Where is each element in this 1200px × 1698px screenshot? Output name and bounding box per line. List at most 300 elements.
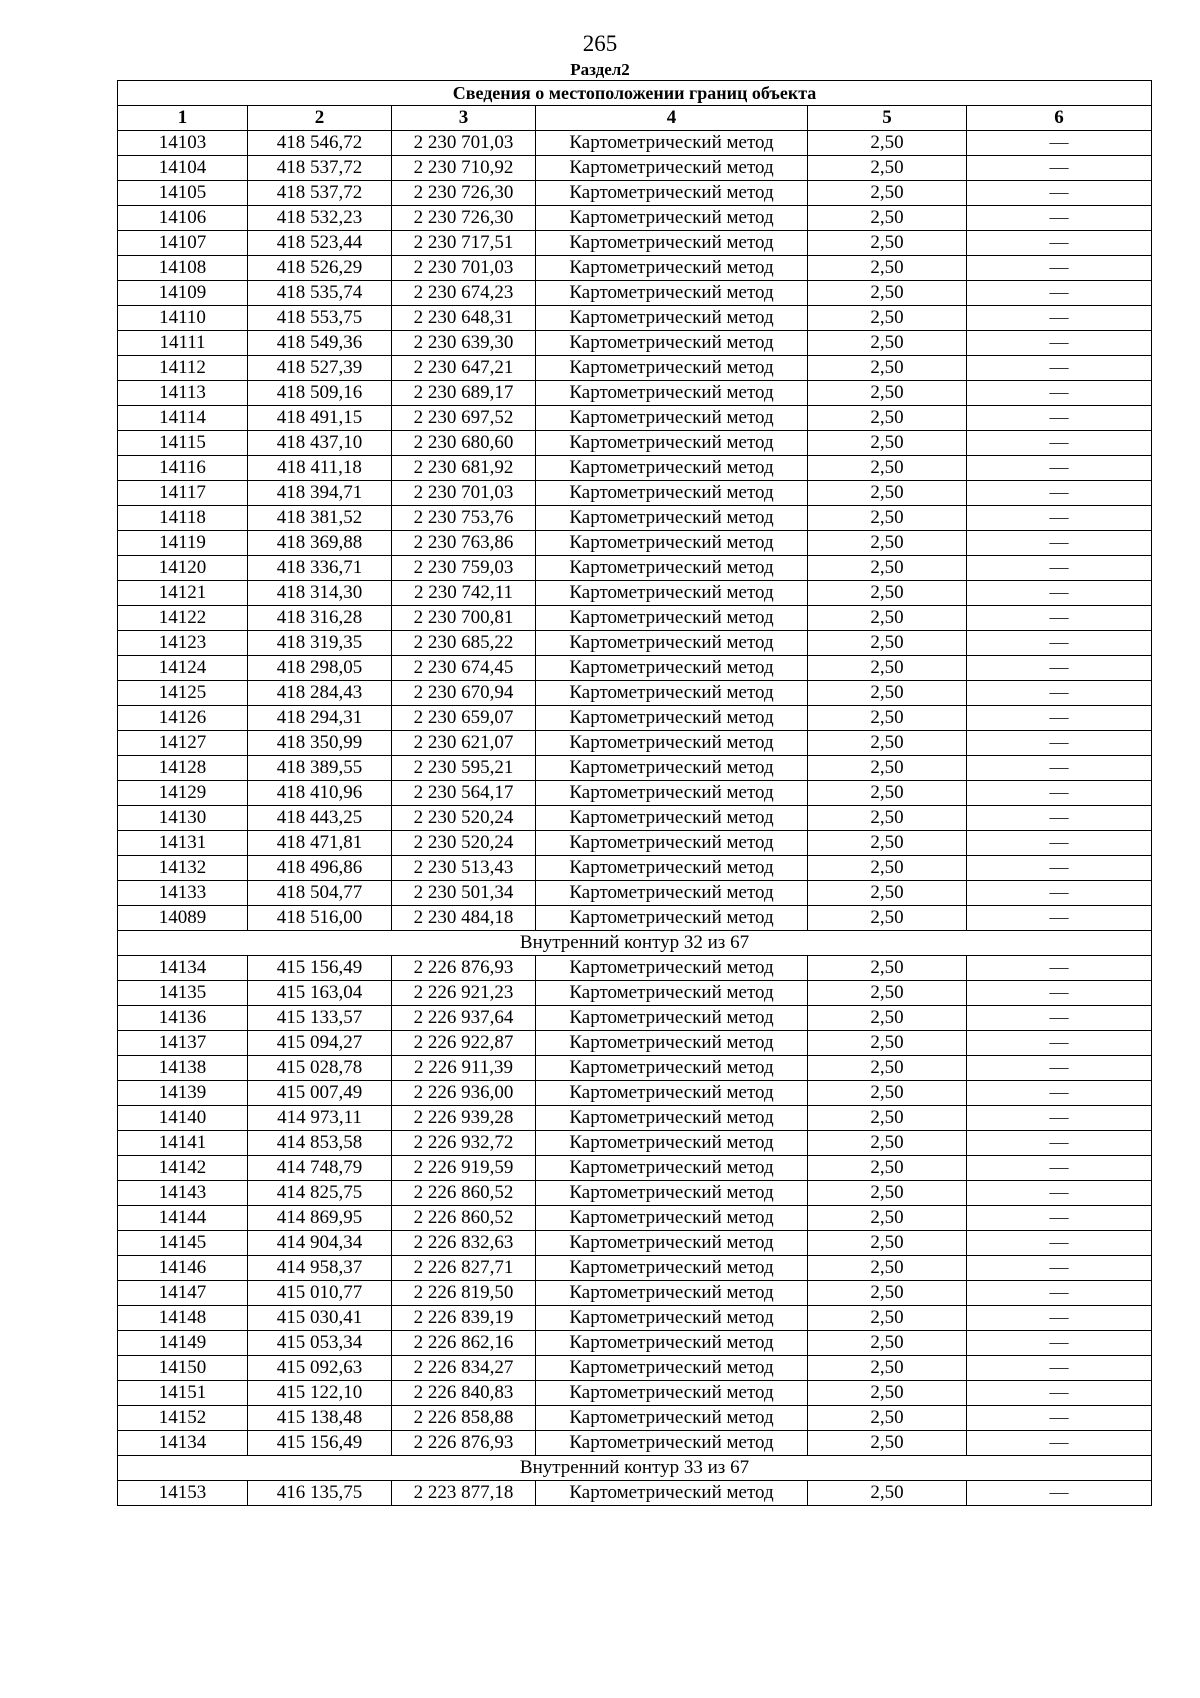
description-cell: — xyxy=(967,556,1152,581)
accuracy-cell: 2,50 xyxy=(808,306,967,331)
y-coordinate-cell: 2 226 919,59 xyxy=(392,1156,536,1181)
method-cell: Картометрический метод xyxy=(536,206,808,231)
method-cell: Картометрический метод xyxy=(536,881,808,906)
y-coordinate-cell: 2 230 697,52 xyxy=(392,406,536,431)
table-row xyxy=(118,606,1152,631)
method-cell: Картометрический метод xyxy=(536,381,808,406)
description-cell: — xyxy=(967,181,1152,206)
point-number-cell: 14133 xyxy=(118,881,248,906)
point-number-cell: 14108 xyxy=(118,256,248,281)
column-header-row xyxy=(118,106,1152,131)
description-cell: — xyxy=(967,381,1152,406)
method-cell: Картометрический метод xyxy=(536,1156,808,1181)
accuracy-cell: 2,50 xyxy=(808,981,967,1006)
accuracy-cell: 2,50 xyxy=(808,331,967,356)
x-coordinate-cell: 418 443,25 xyxy=(248,806,392,831)
point-number-cell: 14109 xyxy=(118,281,248,306)
point-number-cell: 14125 xyxy=(118,681,248,706)
table-row xyxy=(118,181,1152,206)
x-coordinate-cell: 418 394,71 xyxy=(248,481,392,506)
point-number-cell: 14148 xyxy=(118,1306,248,1331)
y-coordinate-cell: 2 226 860,52 xyxy=(392,1206,536,1231)
table-row xyxy=(118,981,1152,1006)
accuracy-cell: 2,50 xyxy=(808,131,967,156)
y-coordinate-cell: 2 230 701,03 xyxy=(392,481,536,506)
point-number-cell: 14126 xyxy=(118,706,248,731)
point-number-cell: 14121 xyxy=(118,581,248,606)
accuracy-cell: 2,50 xyxy=(808,1381,967,1406)
method-cell: Картометрический метод xyxy=(536,156,808,181)
point-number-cell: 14130 xyxy=(118,806,248,831)
point-number-cell: 14117 xyxy=(118,481,248,506)
x-coordinate-cell: 415 028,78 xyxy=(248,1056,392,1081)
table-row xyxy=(118,231,1152,256)
accuracy-cell: 2,50 xyxy=(808,1256,967,1281)
point-number-cell: 14135 xyxy=(118,981,248,1006)
table-row xyxy=(118,1131,1152,1156)
table-row xyxy=(118,1031,1152,1056)
accuracy-cell: 2,50 xyxy=(808,1406,967,1431)
accuracy-cell: 2,50 xyxy=(808,956,967,981)
method-cell: Картометрический метод xyxy=(536,231,808,256)
description-cell: — xyxy=(967,1256,1152,1281)
table-row xyxy=(118,1181,1152,1206)
point-number-cell: 14105 xyxy=(118,181,248,206)
table-row xyxy=(118,1256,1152,1281)
x-coordinate-cell: 414 973,11 xyxy=(248,1106,392,1131)
x-coordinate-cell: 418 553,75 xyxy=(248,306,392,331)
method-cell: Картометрический метод xyxy=(536,1256,808,1281)
table-row xyxy=(118,831,1152,856)
x-coordinate-cell: 418 527,39 xyxy=(248,356,392,381)
point-number-cell: 14113 xyxy=(118,381,248,406)
description-cell: — xyxy=(967,606,1152,631)
method-cell: Картометрический метод xyxy=(536,1406,808,1431)
accuracy-cell: 2,50 xyxy=(808,1081,967,1106)
method-cell: Картометрический метод xyxy=(536,956,808,981)
y-coordinate-cell: 2 226 921,23 xyxy=(392,981,536,1006)
table-row xyxy=(118,356,1152,381)
x-coordinate-cell: 418 369,88 xyxy=(248,531,392,556)
table-row xyxy=(118,1381,1152,1406)
description-cell: — xyxy=(967,1006,1152,1031)
y-coordinate-cell: 2 230 726,30 xyxy=(392,206,536,231)
description-cell: — xyxy=(967,1031,1152,1056)
accuracy-cell: 2,50 xyxy=(808,1106,967,1131)
section-title: Раздел2 xyxy=(570,60,630,79)
table-title-row xyxy=(118,81,1152,106)
table-row xyxy=(118,256,1152,281)
table-row xyxy=(118,431,1152,456)
table-row xyxy=(118,1406,1152,1431)
method-cell: Картометрический метод xyxy=(536,606,808,631)
x-coordinate-cell: 418 537,72 xyxy=(248,156,392,181)
y-coordinate-cell: 2 230 753,76 xyxy=(392,506,536,531)
table-row xyxy=(118,1056,1152,1081)
point-number-cell: 14111 xyxy=(118,331,248,356)
method-cell: Картометрический метод xyxy=(536,531,808,556)
method-cell: Картометрический метод xyxy=(536,481,808,506)
description-cell: — xyxy=(967,981,1152,1006)
method-cell: Картометрический метод xyxy=(536,431,808,456)
y-coordinate-cell: 2 230 564,17 xyxy=(392,781,536,806)
description-cell: — xyxy=(967,281,1152,306)
y-coordinate-cell: 2 226 937,64 xyxy=(392,1006,536,1031)
x-coordinate-cell: 415 156,49 xyxy=(248,956,392,981)
y-coordinate-cell: 2 226 932,72 xyxy=(392,1131,536,1156)
x-coordinate-cell: 418 411,18 xyxy=(248,456,392,481)
table-row xyxy=(118,1306,1152,1331)
table-row xyxy=(118,556,1152,581)
accuracy-cell: 2,50 xyxy=(808,406,967,431)
x-coordinate-cell: 415 053,34 xyxy=(248,1331,392,1356)
table-row xyxy=(118,1331,1152,1356)
table-row xyxy=(118,506,1152,531)
y-coordinate-cell: 2 226 876,93 xyxy=(392,1431,536,1456)
accuracy-cell: 2,50 xyxy=(808,1306,967,1331)
accuracy-cell: 2,50 xyxy=(808,531,967,556)
y-coordinate-cell: 2 226 876,93 xyxy=(392,956,536,981)
table-row xyxy=(118,806,1152,831)
point-number-cell: 14127 xyxy=(118,731,248,756)
table-row xyxy=(118,281,1152,306)
accuracy-cell: 2,50 xyxy=(808,381,967,406)
y-coordinate-cell: 2 230 685,22 xyxy=(392,631,536,656)
point-number-cell: 14128 xyxy=(118,756,248,781)
y-coordinate-cell: 2 230 621,07 xyxy=(392,731,536,756)
method-cell: Картометрический метод xyxy=(536,781,808,806)
description-cell: — xyxy=(967,1481,1152,1506)
description-cell: — xyxy=(967,806,1152,831)
point-number-cell: 14103 xyxy=(118,131,248,156)
table-row xyxy=(118,656,1152,681)
y-coordinate-cell: 2 230 484,18 xyxy=(392,906,536,931)
accuracy-cell: 2,50 xyxy=(808,1206,967,1231)
description-cell: — xyxy=(967,1331,1152,1356)
table-body xyxy=(118,131,1152,1506)
table-row xyxy=(118,1206,1152,1231)
method-cell: Картометрический метод xyxy=(536,656,808,681)
point-number-cell: 14139 xyxy=(118,1081,248,1106)
accuracy-cell: 2,50 xyxy=(808,1006,967,1031)
x-coordinate-cell: 415 133,57 xyxy=(248,1006,392,1031)
y-coordinate-cell: 2 230 681,92 xyxy=(392,456,536,481)
accuracy-cell: 2,50 xyxy=(808,506,967,531)
x-coordinate-cell: 418 509,16 xyxy=(248,381,392,406)
description-cell: — xyxy=(967,756,1152,781)
x-coordinate-cell: 414 869,95 xyxy=(248,1206,392,1231)
accuracy-cell: 2,50 xyxy=(808,581,967,606)
y-coordinate-cell: 2 230 647,21 xyxy=(392,356,536,381)
table-row xyxy=(118,1431,1152,1456)
x-coordinate-cell: 418 471,81 xyxy=(248,831,392,856)
x-coordinate-cell: 418 319,35 xyxy=(248,631,392,656)
table-row xyxy=(118,1106,1152,1131)
method-cell: Картометрический метод xyxy=(536,756,808,781)
description-cell: — xyxy=(967,481,1152,506)
method-cell: Картометрический метод xyxy=(536,406,808,431)
x-coordinate-cell: 418 546,72 xyxy=(248,131,392,156)
point-number-cell: 14119 xyxy=(118,531,248,556)
description-cell: — xyxy=(967,631,1152,656)
description-cell: — xyxy=(967,306,1152,331)
accuracy-cell: 2,50 xyxy=(808,656,967,681)
description-cell: — xyxy=(967,456,1152,481)
accuracy-cell: 2,50 xyxy=(808,1056,967,1081)
method-cell: Картометрический метод xyxy=(536,1056,808,1081)
point-number-cell: 14152 xyxy=(118,1406,248,1431)
x-coordinate-cell: 418 496,86 xyxy=(248,856,392,881)
point-number-cell: 14116 xyxy=(118,456,248,481)
contour-row xyxy=(118,931,1152,956)
y-coordinate-cell: 2 230 639,30 xyxy=(392,331,536,356)
x-coordinate-cell: 418 516,00 xyxy=(248,906,392,931)
y-coordinate-cell: 2 226 936,00 xyxy=(392,1081,536,1106)
method-cell: Картометрический метод xyxy=(536,1231,808,1256)
accuracy-cell: 2,50 xyxy=(808,706,967,731)
column-header: 4 xyxy=(536,106,808,131)
x-coordinate-cell: 414 825,75 xyxy=(248,1181,392,1206)
x-coordinate-cell: 418 549,36 xyxy=(248,331,392,356)
column-header: 3 xyxy=(392,106,536,131)
table-row xyxy=(118,906,1152,931)
point-number-cell: 14118 xyxy=(118,506,248,531)
method-cell: Картометрический метод xyxy=(536,1331,808,1356)
column-header: 6 xyxy=(967,106,1152,131)
y-coordinate-cell: 2 230 520,24 xyxy=(392,831,536,856)
description-cell: — xyxy=(967,356,1152,381)
x-coordinate-cell: 418 437,10 xyxy=(248,431,392,456)
method-cell: Картометрический метод xyxy=(536,1381,808,1406)
y-coordinate-cell: 2 226 911,39 xyxy=(392,1056,536,1081)
method-cell: Картометрический метод xyxy=(536,681,808,706)
description-cell: — xyxy=(967,906,1152,931)
point-number-cell: 14122 xyxy=(118,606,248,631)
description-cell: — xyxy=(967,1056,1152,1081)
x-coordinate-cell: 418 314,30 xyxy=(248,581,392,606)
y-coordinate-cell: 2 226 858,88 xyxy=(392,1406,536,1431)
point-number-cell: 14106 xyxy=(118,206,248,231)
accuracy-cell: 2,50 xyxy=(808,731,967,756)
table-row xyxy=(118,1231,1152,1256)
x-coordinate-cell: 418 535,74 xyxy=(248,281,392,306)
table-row xyxy=(118,706,1152,731)
table-row xyxy=(118,1481,1152,1506)
method-cell: Картометрический метод xyxy=(536,506,808,531)
accuracy-cell: 2,50 xyxy=(808,356,967,381)
description-cell: — xyxy=(967,731,1152,756)
point-number-cell: 14138 xyxy=(118,1056,248,1081)
x-coordinate-cell: 414 958,37 xyxy=(248,1256,392,1281)
x-coordinate-cell: 418 350,99 xyxy=(248,731,392,756)
method-cell: Картометрический метод xyxy=(536,556,808,581)
accuracy-cell: 2,50 xyxy=(808,256,967,281)
column-header: 2 xyxy=(248,106,392,131)
table-row xyxy=(118,406,1152,431)
x-coordinate-cell: 418 526,29 xyxy=(248,256,392,281)
description-cell: — xyxy=(967,131,1152,156)
x-coordinate-cell: 415 122,10 xyxy=(248,1381,392,1406)
description-cell: — xyxy=(967,1356,1152,1381)
method-cell: Картометрический метод xyxy=(536,306,808,331)
x-coordinate-cell: 418 389,55 xyxy=(248,756,392,781)
x-coordinate-cell: 415 156,49 xyxy=(248,1431,392,1456)
page-number: 265 xyxy=(582,31,618,56)
point-number-cell: 14110 xyxy=(118,306,248,331)
method-cell: Картометрический метод xyxy=(536,1431,808,1456)
y-coordinate-cell: 2 230 513,43 xyxy=(392,856,536,881)
x-coordinate-cell: 418 316,28 xyxy=(248,606,392,631)
description-cell: — xyxy=(967,1431,1152,1456)
method-cell: Картометрический метод xyxy=(536,1106,808,1131)
point-number-cell: 14136 xyxy=(118,1006,248,1031)
accuracy-cell: 2,50 xyxy=(808,881,967,906)
description-cell: — xyxy=(967,656,1152,681)
table-row xyxy=(118,456,1152,481)
accuracy-cell: 2,50 xyxy=(808,756,967,781)
y-coordinate-cell: 2 226 832,63 xyxy=(392,1231,536,1256)
table-row xyxy=(118,681,1152,706)
description-cell: — xyxy=(967,706,1152,731)
description-cell: — xyxy=(967,1081,1152,1106)
accuracy-cell: 2,50 xyxy=(808,281,967,306)
description-cell: — xyxy=(967,1206,1152,1231)
x-coordinate-cell: 418 491,15 xyxy=(248,406,392,431)
point-number-cell: 14131 xyxy=(118,831,248,856)
accuracy-cell: 2,50 xyxy=(808,681,967,706)
x-coordinate-cell: 418 298,05 xyxy=(248,656,392,681)
description-cell: — xyxy=(967,1131,1152,1156)
description-cell: — xyxy=(967,156,1152,181)
column-header: 1 xyxy=(118,106,248,131)
description-cell: — xyxy=(967,406,1152,431)
description-cell: — xyxy=(967,831,1152,856)
boundary-table xyxy=(117,80,1152,1506)
point-number-cell: 14114 xyxy=(118,406,248,431)
y-coordinate-cell: 2 230 648,31 xyxy=(392,306,536,331)
method-cell: Картометрический метод xyxy=(536,706,808,731)
accuracy-cell: 2,50 xyxy=(808,156,967,181)
y-coordinate-cell: 2 230 759,03 xyxy=(392,556,536,581)
y-coordinate-cell: 2 230 670,94 xyxy=(392,681,536,706)
point-number-cell: 14146 xyxy=(118,1256,248,1281)
point-number-cell: 14123 xyxy=(118,631,248,656)
description-cell: — xyxy=(967,231,1152,256)
method-cell: Картометрический метод xyxy=(536,731,808,756)
accuracy-cell: 2,50 xyxy=(808,906,967,931)
table-title: Сведения о местоположении границ объекта xyxy=(118,81,1152,106)
y-coordinate-cell: 2 230 701,03 xyxy=(392,131,536,156)
table-row xyxy=(118,1081,1152,1106)
point-number-cell: 14134 xyxy=(118,1431,248,1456)
point-number-cell: 14129 xyxy=(118,781,248,806)
table-row xyxy=(118,1006,1152,1031)
method-cell: Картометрический метод xyxy=(536,1356,808,1381)
accuracy-cell: 2,50 xyxy=(808,1331,967,1356)
contour-row xyxy=(118,1456,1152,1481)
point-number-cell: 14143 xyxy=(118,1181,248,1206)
y-coordinate-cell: 2 226 834,27 xyxy=(392,1356,536,1381)
description-cell: — xyxy=(967,1106,1152,1131)
accuracy-cell: 2,50 xyxy=(808,1281,967,1306)
point-number-cell: 14153 xyxy=(118,1481,248,1506)
y-coordinate-cell: 2 226 840,83 xyxy=(392,1381,536,1406)
description-cell: — xyxy=(967,1181,1152,1206)
y-coordinate-cell: 2 230 501,34 xyxy=(392,881,536,906)
x-coordinate-cell: 415 163,04 xyxy=(248,981,392,1006)
method-cell: Картометрический метод xyxy=(536,181,808,206)
accuracy-cell: 2,50 xyxy=(808,1231,967,1256)
point-number-cell: 14149 xyxy=(118,1331,248,1356)
method-cell: Картометрический метод xyxy=(536,356,808,381)
y-coordinate-cell: 2 226 939,28 xyxy=(392,1106,536,1131)
description-cell: — xyxy=(967,1381,1152,1406)
y-coordinate-cell: 2 230 742,11 xyxy=(392,581,536,606)
table-row xyxy=(118,581,1152,606)
column-header: 5 xyxy=(808,106,967,131)
table-row xyxy=(118,956,1152,981)
point-number-cell: 14115 xyxy=(118,431,248,456)
x-coordinate-cell: 418 284,43 xyxy=(248,681,392,706)
y-coordinate-cell: 2 230 717,51 xyxy=(392,231,536,256)
point-number-cell: 14132 xyxy=(118,856,248,881)
method-cell: Картометрический метод xyxy=(536,1306,808,1331)
y-coordinate-cell: 2 230 710,92 xyxy=(392,156,536,181)
accuracy-cell: 2,50 xyxy=(808,1481,967,1506)
description-cell: — xyxy=(967,881,1152,906)
x-coordinate-cell: 414 853,58 xyxy=(248,1131,392,1156)
x-coordinate-cell: 418 336,71 xyxy=(248,556,392,581)
table-row xyxy=(118,331,1152,356)
table-row xyxy=(118,156,1152,181)
accuracy-cell: 2,50 xyxy=(808,831,967,856)
description-cell: — xyxy=(967,331,1152,356)
point-number-cell: 14142 xyxy=(118,1156,248,1181)
description-cell: — xyxy=(967,1406,1152,1431)
description-cell: — xyxy=(967,206,1152,231)
y-coordinate-cell: 2 230 726,30 xyxy=(392,181,536,206)
method-cell: Картометрический метод xyxy=(536,1206,808,1231)
accuracy-cell: 2,50 xyxy=(808,1031,967,1056)
table-row xyxy=(118,756,1152,781)
x-coordinate-cell: 418 532,23 xyxy=(248,206,392,231)
y-coordinate-cell: 2 230 700,81 xyxy=(392,606,536,631)
accuracy-cell: 2,50 xyxy=(808,481,967,506)
y-coordinate-cell: 2 226 827,71 xyxy=(392,1256,536,1281)
point-number-cell: 14124 xyxy=(118,656,248,681)
accuracy-cell: 2,50 xyxy=(808,1156,967,1181)
y-coordinate-cell: 2 230 680,60 xyxy=(392,431,536,456)
description-cell: — xyxy=(967,581,1152,606)
y-coordinate-cell: 2 226 819,50 xyxy=(392,1281,536,1306)
method-cell: Картометрический метод xyxy=(536,256,808,281)
method-cell: Картометрический метод xyxy=(536,131,808,156)
accuracy-cell: 2,50 xyxy=(808,1431,967,1456)
table-row xyxy=(118,131,1152,156)
description-cell: — xyxy=(967,856,1152,881)
table-row xyxy=(118,1281,1152,1306)
point-number-cell: 14104 xyxy=(118,156,248,181)
x-coordinate-cell: 418 381,52 xyxy=(248,506,392,531)
table-row xyxy=(118,856,1152,881)
y-coordinate-cell: 2 226 839,19 xyxy=(392,1306,536,1331)
y-coordinate-cell: 2 230 659,07 xyxy=(392,706,536,731)
accuracy-cell: 2,50 xyxy=(808,606,967,631)
method-cell: Картометрический метод xyxy=(536,456,808,481)
x-coordinate-cell: 416 135,75 xyxy=(248,1481,392,1506)
y-coordinate-cell: 2 230 595,21 xyxy=(392,756,536,781)
x-coordinate-cell: 418 504,77 xyxy=(248,881,392,906)
